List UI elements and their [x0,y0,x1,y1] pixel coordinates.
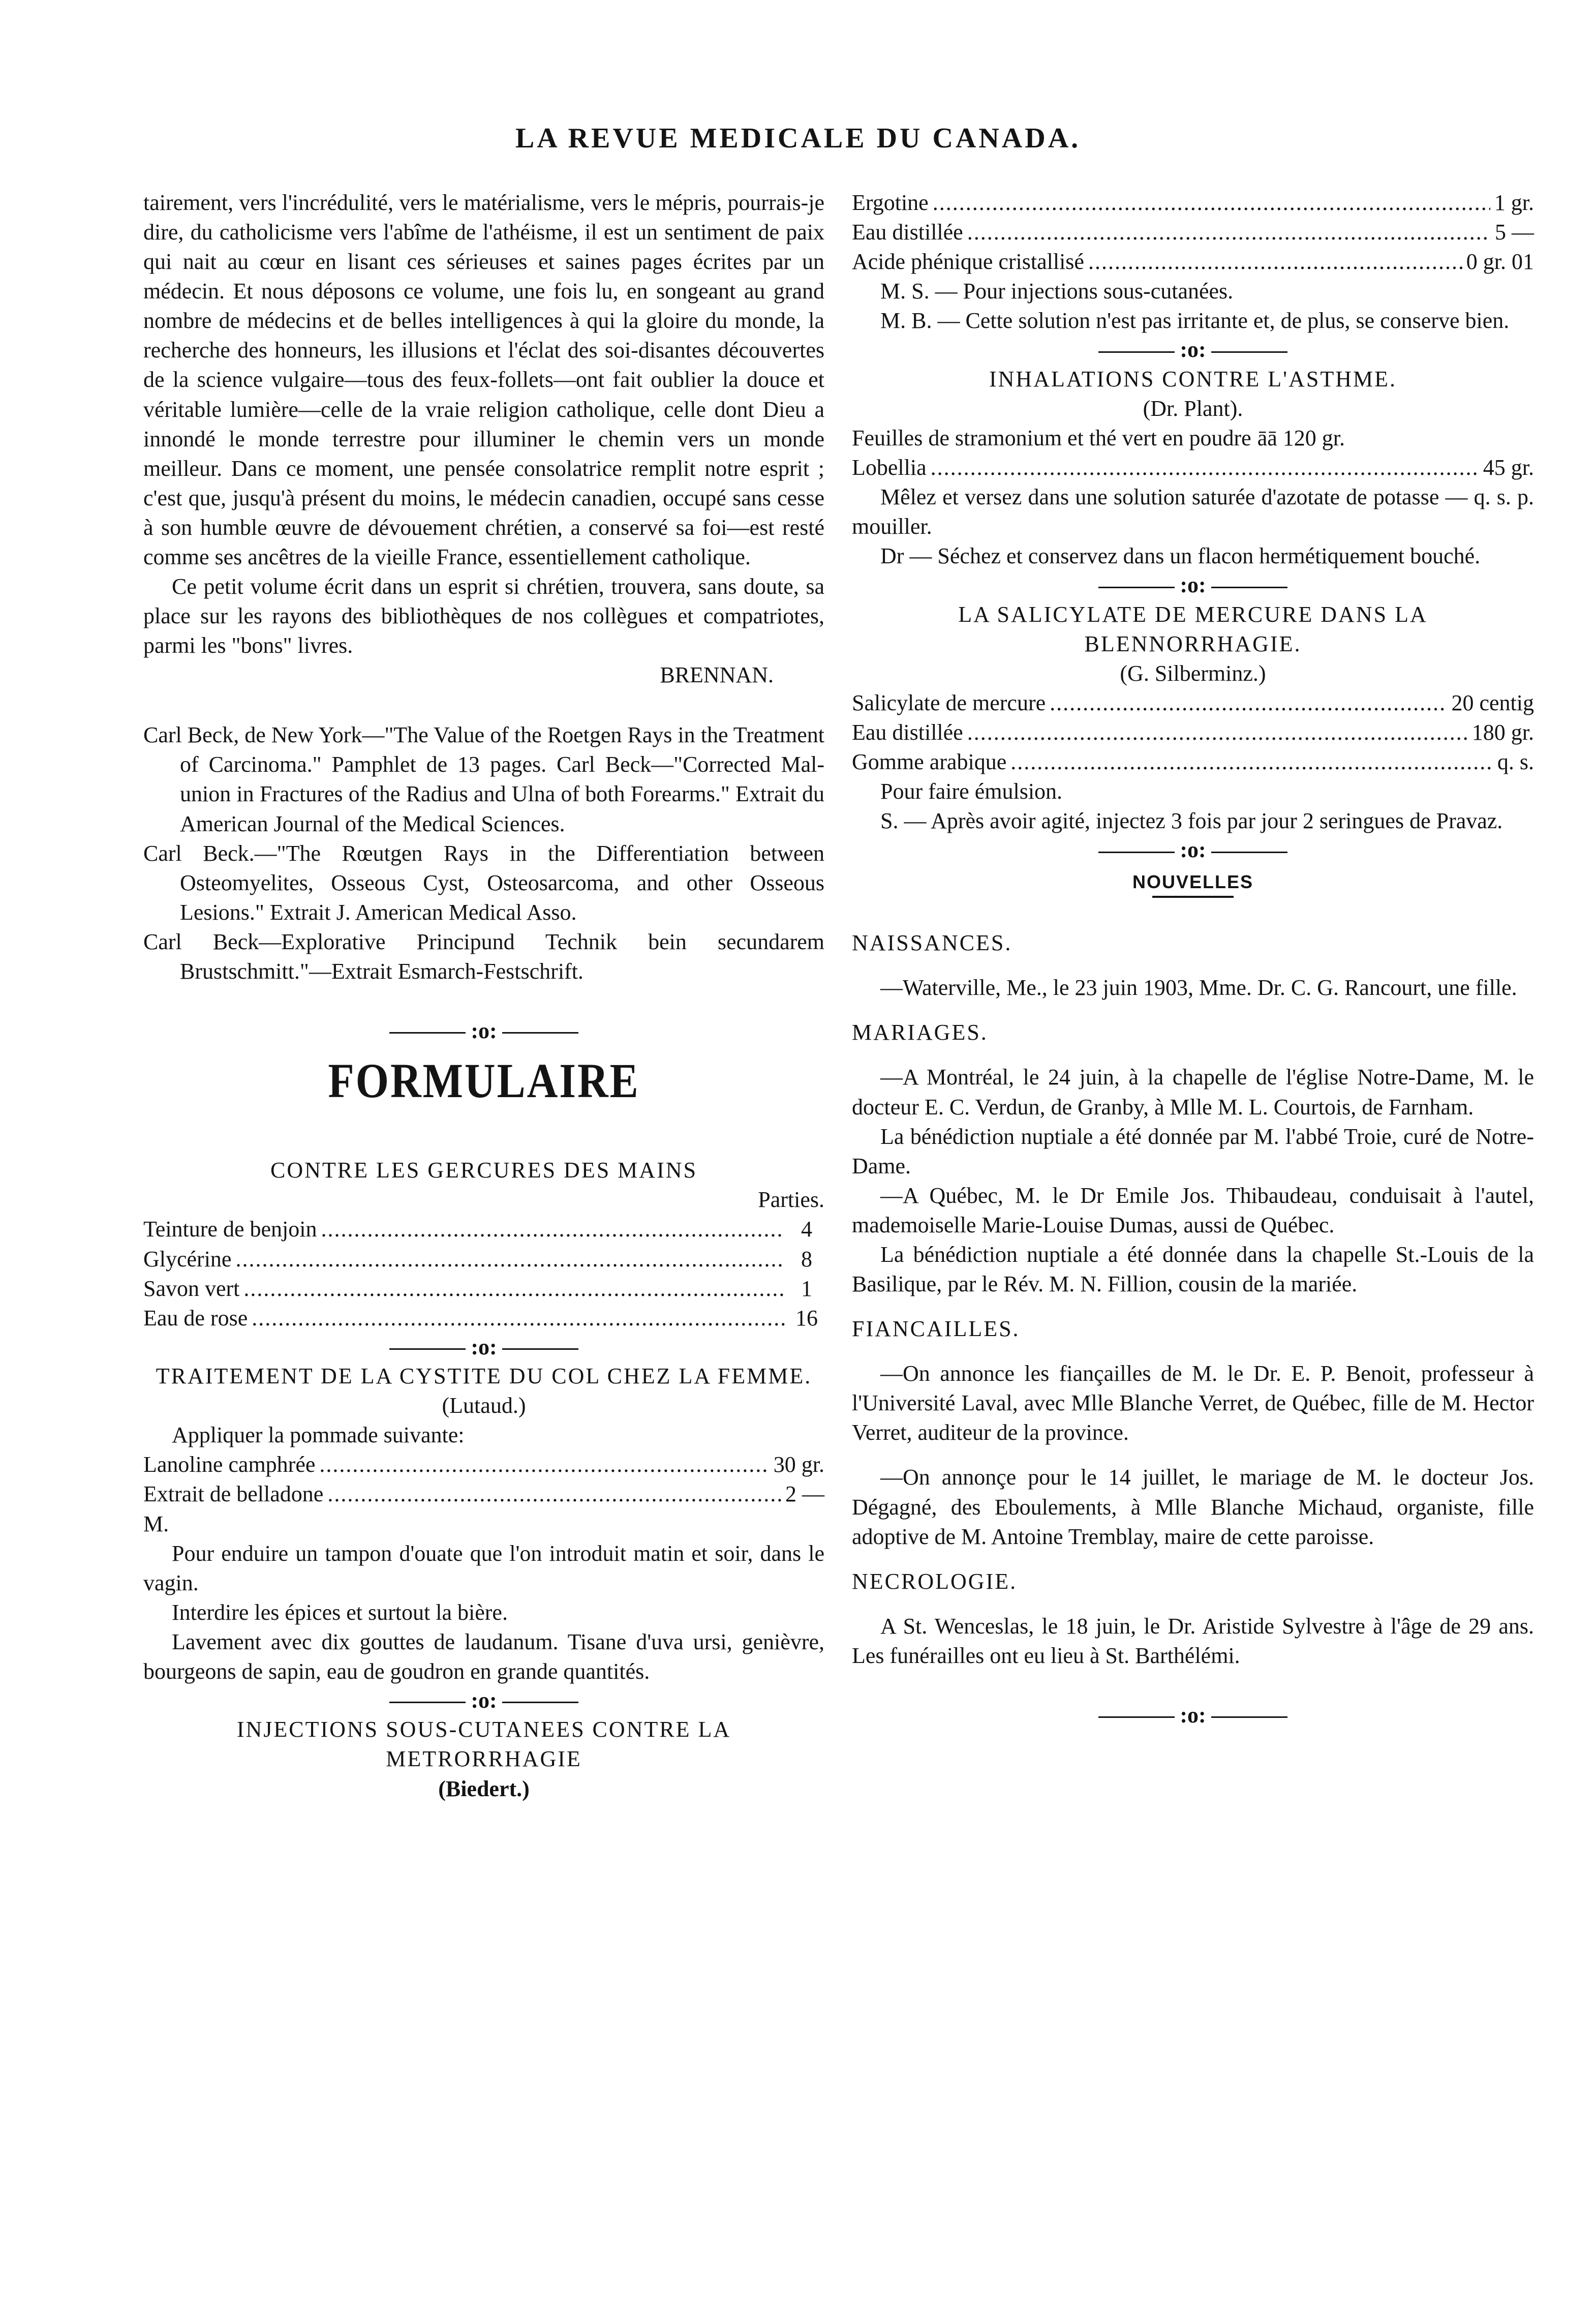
recipe-row: Eau distillée ..... 5 — [852,218,1534,247]
injections-author: (Biedert.) [438,1776,530,1801]
recipe-row: Eau de rose ..... 16 [143,1304,824,1333]
gercures-title: CONTRE LES GERCURES DES MAINS [270,1158,697,1183]
recipe-tail: M. [143,1511,169,1536]
mariages-paragraph: —A Québec, M. le Dr Emile Jos. Thibaudeau, conduisait à l'autel, mademoiselle Marie-Louise Dumas, aussi de Québec. [852,1183,1534,1237]
fiancailles-paragraph: —On annonce les fiançailles de M. le Dr. E. P. Benoit, professeur à l'Université Laval, avec Mlle Blanche Verret, de Québec, fille de M. Hector Verret, auditeur de la province. [852,1361,1534,1445]
injection-note: M. S. — Pour injections sous-cutanées. [880,279,1234,304]
recipe-row: Gomme arabique ..... q. s. [852,747,1534,777]
mariages-title: MARIAGES. [852,1020,988,1045]
book-paragraph: Ce petit volume écrit dans un esprit si chrétien, trouvera, sans doute, sa place sur les rayons des bibliothèques de nos collègues et compatriotes, parmi les "bons" livres. [143,574,824,658]
asthme-author: (Dr. Plant). [1143,396,1243,421]
naissances-text: —Waterville, Me., le 23 juin 1903, Mme. Dr. C. G. Rancourt, une fille. [880,975,1517,1001]
recipe-row: Salicylate de mercure ..... 20 centig [852,688,1534,718]
intro-paragraph: tairement, vers l'incrédulité, vers le matérialisme, vers le mépris, pourrais-je dire, du catholicisme vers l'abîme de l'athéisme, il est un sentiment de paix qui nait au cœur en lisant ces sérieuses et saines pages écrites par un médecin. Et nous déposons ce volume, une fois lu, en songeant au grand nombre de médecins et de belles intelligences à qui la gloire du monde, la recherche des honneurs, les illusions et l'éclat des soi-disantes découvertes de la science vulgaire—tous des feux-follets—ont fait oublier la douce et véritable lumière—celle de la vraie religion catholique, celle dont Dieu a innondé le monde terrestre pour illuminer le chemin vers un monde meilleur. Dans ce moment, une pensée consolatrice remplit notre esprit ; c'est que, jusqu'à présent du moins, le médecin canadien, occupé sans cesse à son humble œuvre de dévouement chrétien, a conservé sa foi—est resté comme ses ancêtres de la vieille France, essentiellement catholique. [143,190,824,569]
necrologie-text: A St. Wenceslas, le 18 juin, le Dr. Aristide Sylvestre à l'âge de 29 ans. Les funérailles ont eu lieu à St. Barthélémi. [852,1613,1534,1668]
fiancailles-title: FIANCAILLES. [852,1316,1020,1342]
cystite-note: Interdire les épices et surtout la bière. [172,1599,508,1625]
reference-item: Carl Beck, de New York—"The Value of the Roetgen Rays in the Treatment of Carcinoma." Pamphlet de 13 pages. Carl Beck—"Corrected Mal-union in Fractures of the Radius and Ulna of both Forearms." Extrait du American Journal of the Medical Sciences. [143,722,824,836]
recipe-row: Extrait de belladone ..... 2 — [143,1479,824,1509]
reference-item: Carl Beck—Explorative Principund Technik bein secundarem Brustschmitt."—Extrait Esmarch-Festschrift. [143,929,824,984]
separator: :o: [143,1335,824,1359]
separator: :o: [852,838,1534,862]
recipe-row: Lobellia ..... 45 gr. [852,453,1534,482]
cystite-author: (Lutaud.) [442,1393,526,1418]
salicylate-note: S. — Après avoir agité, injectez 3 fois par jour 2 seringues de Pravaz. [880,808,1503,834]
injections-title: INJECTIONS SOUS-CUTANEES CONTRE LA METRORRHAGIE [236,1717,731,1772]
cystite-intro: Appliquer la pommade suivante: [172,1423,465,1448]
recipe-row: Ergotine ..... 1 gr. [852,188,1534,218]
naissances-title: NAISSANCES. [852,930,1012,956]
asthme-title: INHALATIONS CONTRE L'ASTHME. [989,366,1397,391]
salicylate-author: (G. Silberminz.) [1120,660,1266,686]
cystite-note: Pour enduire un tampon d'ouate que l'on introduit matin et soir, dans le vagin. [143,1540,824,1595]
recipe-row: Teinture de benjoin ..... 4 [143,1215,824,1244]
recipe-row: Glycérine ..... 8 [143,1245,824,1274]
mariages-paragraph: La bénédiction nuptiale a été donnée par M. l'abbé Troie, curé de Notre-Dame. [852,1124,1534,1178]
recipe-row: Savon vert ..... 1 [143,1274,824,1304]
unit-header: Parties. [758,1187,824,1213]
mariages-paragraph: —A Montréal, le 24 juin, à la chapelle de l'église Notre-Dame, M. le docteur E. C. Verdun, de Granby, à Mlle M. L. Courtois, de Farnham. [852,1065,1534,1120]
right-column [852,188,1534,1730]
recipe-row: Lanoline camphrée ..... 30 gr. [143,1450,824,1479]
signature: BRENNAN. [660,662,774,688]
asthme-note: Mêlez et versez dans une solution saturée d'azotate de potasse — q. s. p. mouiller. [852,485,1534,539]
reference-item: Carl Beck.—"The Rœutgen Rays in the Differentiation between Osteomyelites, Osseous Cyst, Osteosarcoma, and other Osseous Lesions." Extrait J. American Medical Asso. [143,840,824,925]
recipe-row: Acide phénique cristallisé ..... 0 gr. 01 [852,247,1534,277]
fiancailles-paragraph: —On annonçe pour le 14 juillet, le mariage de M. le docteur Jos. Dégagné, des Eboulements, à Mlle Blanche Michaud, organiste, fille adoptive de M. Antoine Tremblay, maire de cette paroisse. [852,1465,1534,1549]
separator: :o: [852,338,1534,362]
injection-note: M. B. — Cette solution n'est pas irritante et, de plus, se conserve bien. [880,308,1510,334]
separator: :o: [852,573,1534,597]
separator: :o: [143,1019,824,1043]
recipe-row: Eau distillée ..... 180 gr. [852,718,1534,747]
recipe-row: Feuilles de stramonium et thé vert en poudre āā 120 gr. [852,425,1345,450]
cystite-title: TRAITEMENT DE LA CYSTITE DU COL CHEZ LA FEMME. [156,1364,812,1389]
formulaire-title: FORMULAIRE [328,1054,640,1109]
running-head: LA REVUE MEDICALE DU CANADA. [515,123,1081,154]
salicylate-note: Pour faire émulsion. [880,779,1063,804]
cystite-note: Lavement avec dix gouttes de laudanum. Tisane d'uva ursi, genièvre, bourgeons de sapin, eau de goudron en grande quantités. [143,1629,824,1684]
salicylate-title: LA SALICYLATE DE MERCURE DANS LA BLENNORRHAGIE. [958,601,1428,656]
mariages-paragraph: La bénédiction nuptiale a été donnée dans la chapelle St.-Louis de la Basilique, par le Rév. M. N. Fillion, cousin de la mariée. [852,1242,1534,1297]
nouvelles-title: NOUVELLES [1132,871,1254,892]
necrologie-title: NECROLOGIE. [852,1568,1018,1594]
left-column [143,188,824,1804]
asthme-note: Dr — Séchez et conservez dans un flacon hermétiquement bouché. [880,543,1481,569]
separator: :o: [143,1688,824,1713]
separator: :o: [852,1703,1534,1728]
